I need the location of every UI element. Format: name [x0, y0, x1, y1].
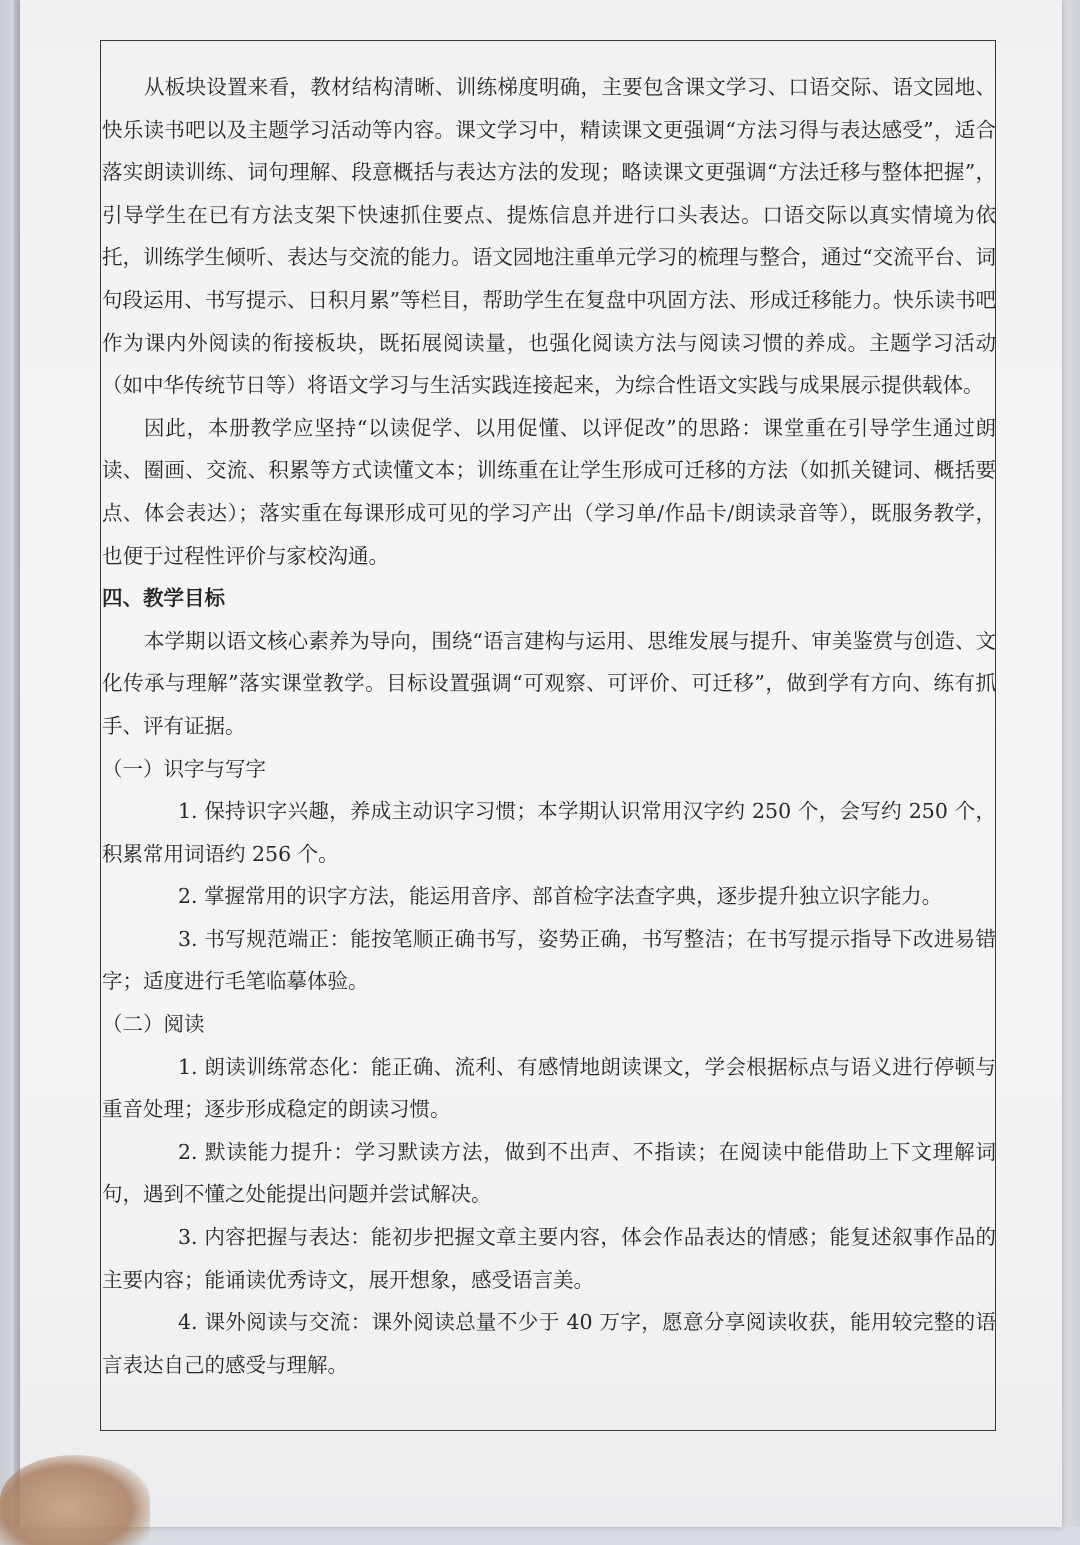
- paragraph-teaching-approach: 因此，本册教学应坚持“以读促学、以用促懂、以评促改”的思路：课堂重在引导学生通过朗读、圈画、交流、积累等方式读懂文本；训练重在让学生形成可迁移的方法（如抓关键词、概括要点、体会表达）；落实重在每课形成可见的学习产出（学习单/作品卡/朗读录音等），既服务教学，也便于过程性评价与家校沟通。: [102, 415, 996, 568]
- paragraph-goals-intro: 本学期以语文核心素养为导向，围绕“语言建构与运用、思维发展与提升、审美鉴赏与创造、文化传承与理解”落实课堂教学。目标设置强调“可观察、可评价、可迁移”，做到学有方向、练有抓手、评有证据。: [102, 628, 996, 738]
- section-heading-teaching-goals: 四、教学目标: [102, 586, 225, 611]
- literacy-item-2: 2. 掌握常用的识字方法，能运用音序、部首检字法查字典，逐步提升独立识字能力。: [178, 884, 943, 909]
- reading-item-1: 1. 朗读训练常态化：能正确、流利、有感情地朗读课文，学会根据标点与语义进行停顿与重音处理；逐步形成稳定的朗读习惯。: [102, 1054, 996, 1122]
- reading-item-3: 3. 内容把握与表达：能初步把握文章主要内容，体会作品表达的情感；能复述叙事作品的主要内容；能诵读优秀诗文，展开想象，感受语言美。: [102, 1225, 996, 1292]
- subsection-title-literacy: （一）识字与写字: [102, 756, 266, 781]
- reading-item-4: 4. 课外阅读与交流：课外阅读总量不少于 40 万字，愿意分享阅读收获，能用较完整的语言表达自己的感受与理解。: [102, 1310, 996, 1377]
- reading-item-2: 2. 默读能力提升：学习默读方法，做到不出声、不指读；在阅读中能借助上下文理解词句，遇到不懂之处能提出问题并尝试解决。: [102, 1139, 996, 1207]
- subsection-title-reading: （二）阅读: [102, 1012, 205, 1037]
- document-body: [102, 66, 996, 1386]
- finger-shadow: [0, 1455, 150, 1545]
- literacy-item-1: 1. 保持识字兴趣，养成主动识字习惯；本学期认识常用汉字约 250 个，会写约 250 个，积累常用词语约 256 个。: [102, 799, 996, 866]
- paragraph-module-overview: 从板块设置来看，教材结构清晰、训练梯度明确，主要包含课文学习、口语交际、语文园地、快乐读书吧以及主题学习活动等内容。课文学习中，精读课文更强调“方法习得与表达感受”，适合落实朗读训练、词句理解、段意概括与表达方法的发现；略读课文更强调“方法迁移与整体把握”，引导学生在已有方法支架下快速抓住要点、提炼信息并进行口头表达。口语交际以真实情境为依托，训练学生倾听、表达与交流的能力。语文园地注重单元学习的梳理与整合，通过“交流平台、词句段运用、书写提示、日积月累”等栏目，帮助学生在复盘中巩固方法、形成迁移能力。快乐读书吧作为课内外阅读的衔接板块，既拓展阅读量，也强化阅读方法与阅读习惯的养成。主题学习活动（如中华传统节日等）将语文学习与生活实践连接起来，为综合性语文实践与成果展示提供载体。: [102, 75, 996, 398]
- literacy-item-3: 3. 书写规范端正：能按笔顺正确书写，姿势正确，书写整洁；在书写提示指导下改进易错字；适度进行毛笔临摹体验。: [102, 926, 996, 994]
